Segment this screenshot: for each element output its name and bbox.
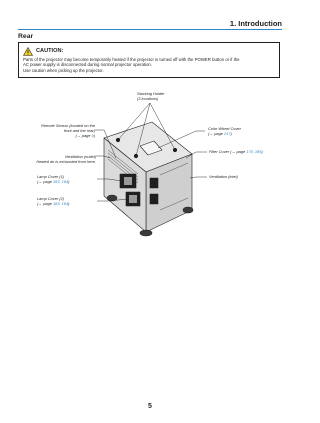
caution-line: AC power supply is disconnected during normal projector operation. [23, 62, 152, 68]
color-wheel-cover-label: Color Wheel Cover (→ page 217) [208, 126, 241, 136]
caution-title: CAUTION: [36, 48, 64, 54]
stacking-holder-label: Stacking Holder (3 locations) [137, 91, 165, 101]
lamp-cover-1-label: Lamp Cover (1) (→ page 183, 184) [37, 174, 70, 184]
chapter-title: 1. Introduction [229, 19, 282, 28]
page-reference-link[interactable]: 183, 184 [53, 178, 69, 184]
ventilation-outlet-label: Ventilation (outlet) Heated air is exhausted from here. [36, 154, 96, 164]
section-title: Rear [18, 33, 34, 40]
lamp-cover-2-label: Lamp Cover (2) (→ page 183, 184) [37, 196, 70, 206]
page-reference-link[interactable]: 183, 184 [53, 200, 69, 206]
page-reference-link[interactable]: 179, 185 [246, 149, 262, 154]
leader-line-ventilation-inlet [190, 177, 207, 178]
remote-sensor-label: Remote Sensor (located on the front and the rear) (→ page 9) [41, 123, 95, 138]
caution-line: Use caution when picking up the projector. [23, 67, 104, 73]
caution-line: Parts of the projector may become temporarily heated if the projector is turned off with the POWER button or if the [23, 57, 240, 62]
filter-cover-label: Filter Cover (→ page 179, 185) [209, 149, 263, 154]
ventilation-inlet-label: Ventilation (inlet) [209, 174, 238, 179]
page-reference-link[interactable]: 217 [224, 130, 231, 136]
projector-body [104, 122, 193, 236]
page-number: 5 [148, 403, 152, 410]
page-reference-link[interactable]: 9 [91, 132, 94, 138]
